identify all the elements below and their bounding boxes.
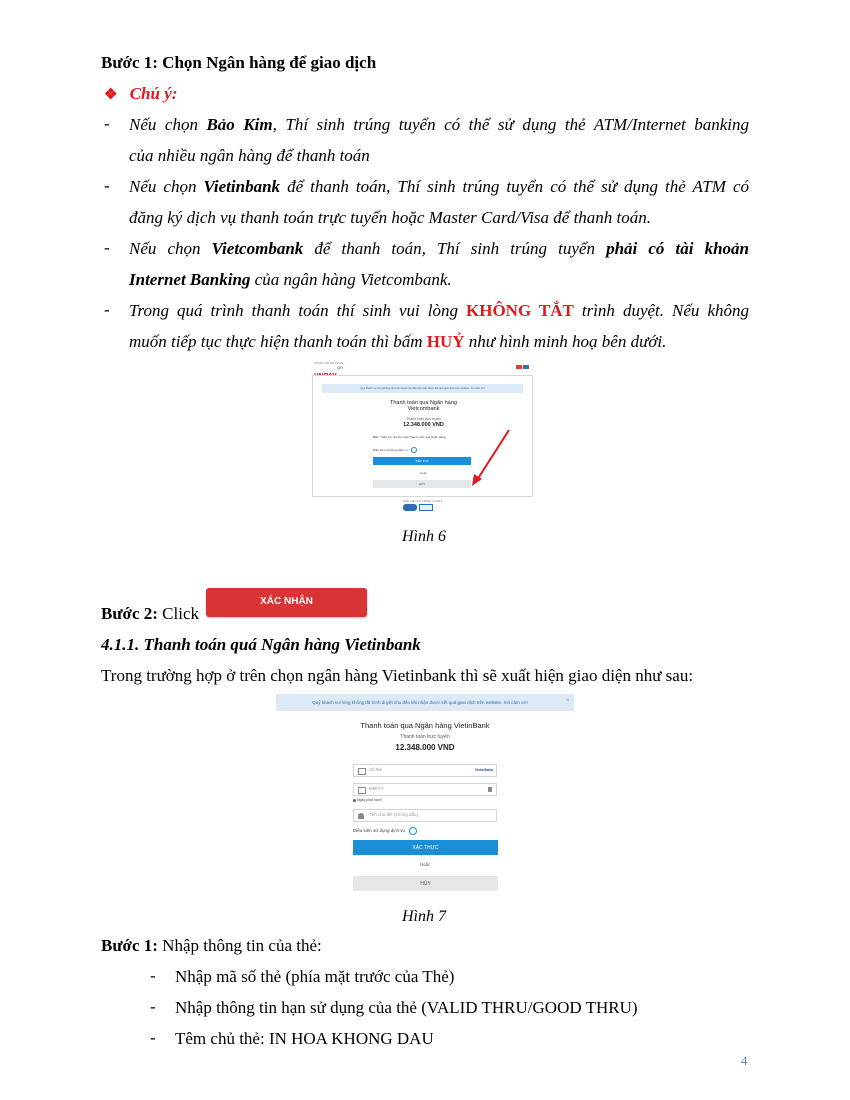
flag-vn-icon[interactable] — [516, 365, 522, 369]
payment-amount: 12.348.000 VND — [395, 743, 455, 752]
note-vietcombank-line2: Internet Banking của ngân hàng Vietcombank. — [129, 270, 452, 289]
card-icon — [358, 768, 366, 775]
red-arrow-icon — [463, 428, 513, 488]
continue-hint: Bấm "Tiếp tục" để truy cập Thanh toán qua Ngân hàng — [373, 435, 446, 439]
or-label: Hoặc — [419, 471, 427, 475]
note-vietcombank: Nếu chọn Vietcombank để thanh toán, Thí sinh trúng tuyển phải có tài khoản — [129, 239, 749, 258]
user-icon — [358, 813, 364, 819]
security-badge-icon — [403, 504, 417, 511]
bullet-dash: - — [150, 1028, 156, 1047]
or-label: Hoặc — [419, 862, 431, 867]
page-number: 4 — [741, 1053, 748, 1068]
expiry-date-field[interactable]: MM/YY — [353, 783, 497, 796]
note-bullet-icon: ❖ — [104, 87, 118, 103]
note-vietinbank: Nếu chọn Vietinbank để thanh toán, Thí sinh trúng tuyển có thể sử dụng thẻ ATM có — [129, 177, 749, 196]
terms-link[interactable]: Điều kiện sử dụng dịch vụ — [353, 827, 417, 835]
payment-amount: 12.348.000 VND — [403, 422, 444, 428]
help-icon[interactable] — [411, 447, 417, 453]
bullet-dash: - — [104, 176, 110, 195]
notice-banner: Quý khách vui lòng không tắt trình duyệt cho đến khi nhận được kết quả giao dịch trên website. Xin cảm ơn! × — [276, 694, 574, 711]
issue-date-note: Ngày phát hành — [353, 798, 382, 802]
calendar-icon — [358, 787, 366, 794]
cancel-button[interactable]: HỦY — [373, 480, 471, 488]
step1-card-info-heading: Bước 1: Nhập thông tin của thẻ: — [101, 936, 322, 955]
section-heading-vietinbank: 4.1.1. Thanh toán quá Ngân hàng Vietinbank — [101, 635, 421, 654]
list-item: Têm chủ thẻ: IN HOA KHONG DAU — [175, 1029, 434, 1048]
close-icon[interactable]: × — [566, 698, 570, 704]
payment-sub: Thanh toán trực tuyến — [406, 417, 441, 421]
note-do-not-close: Trong quá trình thanh toán thí sinh vui lòng KHÔNG TẮT trình duyệt. Nếu không — [129, 301, 749, 320]
figure-6-vnpay-screenshot — [312, 361, 533, 513]
figure-7-caption: Hình 7 — [402, 908, 446, 925]
list-item: Nhập mã số thẻ (phía mặt trước của Thẻ) — [175, 967, 455, 986]
info-icon — [353, 799, 356, 802]
cancel-button[interactable]: HỦY — [353, 876, 498, 891]
step2-heading: Bước 2: Click — [101, 604, 200, 623]
bullet-dash: - — [104, 238, 110, 257]
cardholder-name-field[interactable]: Tên chủ thẻ (không dấu) — [353, 809, 497, 822]
payment-sub: Thanh toán trực tuyến — [400, 734, 450, 740]
verify-button[interactable]: XÁC THỰC — [353, 840, 498, 855]
confirm-button-image[interactable]: XÁC NHẬN — [206, 588, 367, 617]
note-vietinbank-line2: đăng ký dịch vụ thanh toán trực tuyến hoặc Master Card/Visa để thanh toán. — [129, 208, 652, 227]
bullet-dash: - — [104, 114, 110, 133]
calendar-picker-icon[interactable] — [488, 787, 492, 792]
note-heading: ❖ Chú ý: — [104, 84, 178, 103]
card-number-field[interactable]: Số thẻ VietinBank — [353, 764, 497, 777]
figure-7-vietinbank-form — [276, 694, 574, 894]
vietinbank-intro: Trong trường hợp ở trên chọn ngân hàng Vietinbank thì sẽ xuất hiện giao diện như sau: — [101, 666, 694, 685]
bullet-dash: - — [150, 966, 156, 985]
bullet-dash: - — [150, 997, 156, 1016]
bullet-dash: - — [104, 300, 110, 319]
terms-link[interactable]: Điều kiện sử dụng dịch vụ — [373, 447, 417, 453]
figure-6-caption: Hình 6 — [402, 528, 446, 545]
note-bao-kim-line2: của nhiều ngân hàng để thanh toán — [129, 146, 370, 165]
note-bao-kim: Nếu chọn Bảo Kim, Thí sinh trúng tuyển có thể sử dụng thẻ ATM/Internet banking — [129, 115, 750, 134]
step1-heading: Bước 1: Chọn Ngân hàng để giao dịch — [101, 53, 377, 72]
notice-banner: Quý khách vui lòng không tắt trình duyệt cho đến khi nhận được kết quả giao dịch trên website. Xin cảm ơn! — [322, 384, 523, 393]
list-item: Nhập thông tin hạn sử dụng của thẻ (VALID THRU/GOOD THRU) — [175, 998, 638, 1017]
continue-button[interactable]: TIẾP TỤC — [373, 457, 471, 465]
note-cancel-line2: muốn tiếp tục thực hiện thanh toán thì bấm HUỶ như hình minh hoạ bên dưới. — [129, 332, 667, 351]
payment-title: Thanh toán qua Ngân hàng Vietcombank — [390, 400, 457, 412]
flag-en-icon[interactable] — [523, 365, 529, 369]
vietinbank-logo: VietinBank — [474, 768, 493, 772]
cert-badge-icon — [419, 504, 433, 511]
vnpay-footer: Phát triển bởi VNPAY © 2021 — [402, 499, 443, 503]
vnpay-logo: CỔNG THANH TOÁN $^{QR}$ — [314, 361, 344, 370]
help-icon[interactable] — [409, 827, 417, 835]
payment-title: Thanh toán qua Ngân hàng VietinBank — [360, 721, 490, 730]
